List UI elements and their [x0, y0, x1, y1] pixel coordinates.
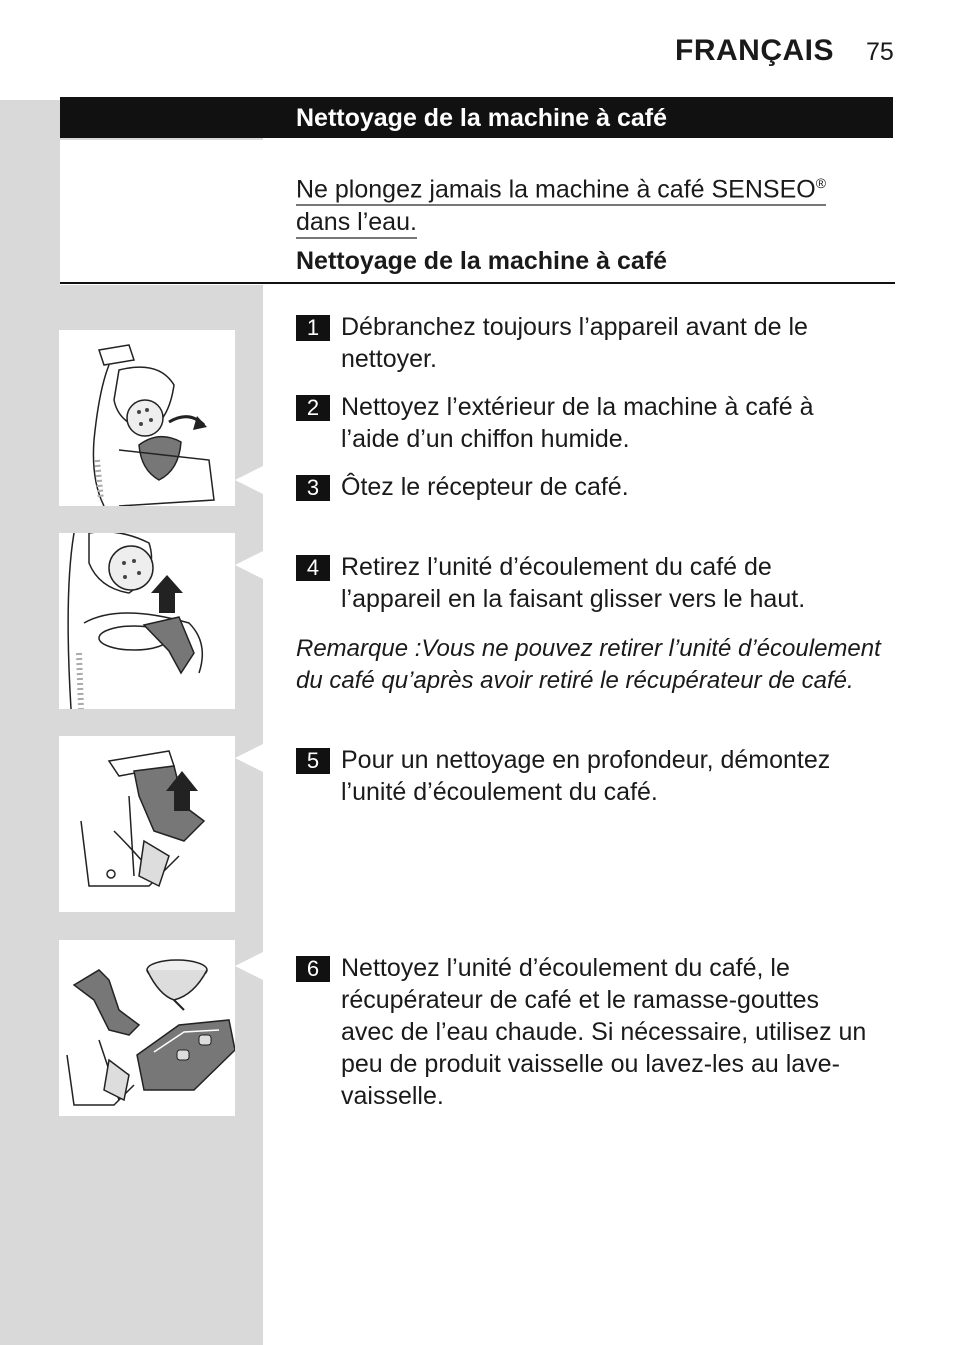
removable-parts-illustration: [59, 940, 235, 1116]
step-3: [296, 471, 876, 503]
registered-mark: ®: [815, 175, 827, 191]
warning-text: [296, 168, 856, 239]
step-number: 5: [296, 748, 330, 774]
warning-line-2: dans l’eau.: [296, 207, 417, 239]
figure-pointer: [235, 744, 263, 772]
step-4: [296, 551, 876, 615]
left-margin-band: [0, 100, 263, 1345]
remark-note: Remarque :Vous ne pouvez retirer l’unité d’écoulement du café qu’après avoir retiré le récupérateur de café.: [296, 635, 881, 694]
figure-2: [59, 533, 235, 709]
step-text: Nettoyez l’unité d’écoulement du café, le récupérateur de café et le ramasse-gouttes avec de l’eau chaude. Si nécessaire, utilisez un peu de produit vaisselle ou lavez-les au lave-vaisselle.: [341, 954, 867, 1110]
figure-1: [59, 330, 235, 506]
figure-pointer: [235, 551, 263, 579]
step-1: [296, 311, 876, 375]
step-number: 4: [296, 555, 330, 581]
spout-disassembly-illustration: [59, 736, 235, 912]
figure-pointer: [235, 952, 263, 980]
figure-pointer: [235, 466, 263, 494]
step-number: 6: [296, 956, 330, 982]
section-title: Nettoyage de la machine à café: [296, 104, 667, 132]
warning-line-1: Ne plongez jamais la machine à café SENSEO®: [296, 168, 826, 206]
page-number: 75: [866, 38, 894, 66]
step-text: Débranchez toujours l’appareil avant de le nettoyer.: [341, 313, 808, 373]
margin-white-block: [60, 140, 263, 285]
step-text: Ôtez le récepteur de café.: [341, 473, 629, 501]
coffee-machine-open-lid-illustration: [59, 330, 235, 506]
step-text: Nettoyez l’extérieur de la machine à café à l’aide d’un chiffon humide.: [341, 393, 814, 453]
coffee-spout-lift-illustration: [59, 533, 235, 709]
step-number: 1: [296, 315, 330, 341]
step-text: Retirez l’unité d’écoulement du café de l’appareil en la faisant glisser vers le haut.: [341, 553, 806, 613]
figure-3: [59, 736, 235, 912]
step-2: [296, 391, 876, 455]
step-6: [296, 952, 876, 1112]
subheading: Nettoyage de la machine à café: [296, 247, 667, 275]
step-number: 2: [296, 395, 330, 421]
divider-rule: [60, 282, 895, 284]
figure-4: [59, 940, 235, 1116]
step-number: 3: [296, 475, 330, 501]
section-title-bar: [60, 97, 893, 138]
step-text: Pour un nettoyage en profondeur, démontez l’unité d’écoulement du café.: [341, 746, 831, 806]
language-header: FRANÇAIS: [675, 34, 834, 67]
step-5: [296, 744, 876, 808]
